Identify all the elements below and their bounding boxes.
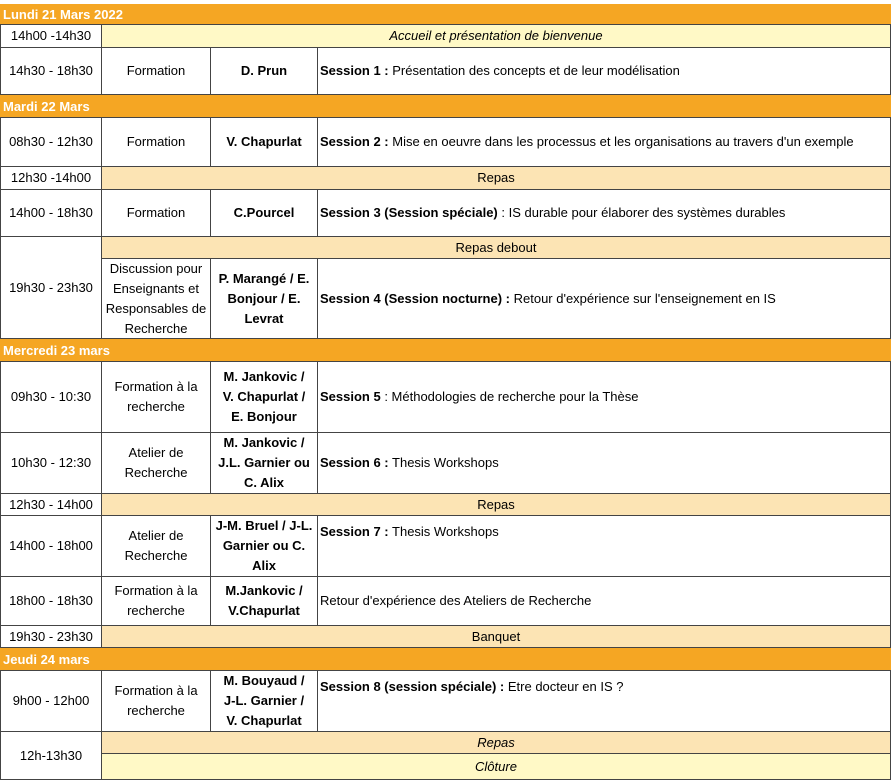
time-cell: 14h00 - 18h00 (0, 516, 102, 577)
time-cell: 08h30 - 12h30 (0, 118, 102, 167)
time-cell: 12h-13h30 (0, 732, 102, 780)
session-cell (318, 671, 891, 732)
session-desc: Thesis Workshops (388, 455, 499, 470)
time-cell: 14h00 -14h30 (0, 25, 102, 48)
speakers-cell: P. Marangé / E. Bonjour / E. Levrat (211, 259, 318, 339)
band-cell: Accueil et présentation de bienvenue (102, 25, 891, 48)
time-cell: 14h00 - 18h30 (0, 190, 102, 237)
day-header-tuesday: Mardi 22 Mars (0, 95, 891, 118)
session-desc: Retour d'expérience sur l'enseignement en IS (510, 290, 776, 306)
session-cell (318, 362, 891, 433)
band-cell: Repas debout (102, 237, 891, 259)
session-cell (318, 190, 891, 237)
type-cell: Formation à la recherche (102, 362, 211, 433)
session-label: Session 7 : (320, 524, 389, 539)
type-cell: Formation (102, 118, 211, 167)
session-desc: : IS durable pour élaborer des systèmes durables (497, 205, 786, 220)
session-cell (318, 433, 891, 494)
session-label: Session 8 (session spéciale) : (320, 679, 505, 694)
session-cell (318, 516, 891, 577)
type-cell: Formation à la recherche (102, 577, 211, 626)
speakers-cell: M.Jankovic / V.Chapurlat (211, 577, 318, 626)
speakers-cell: D. Prun (211, 48, 318, 95)
session-desc: Présentation des concepts et de leur modélisation (388, 63, 680, 78)
day-header-monday: Lundi 21 Mars 2022 (0, 4, 891, 25)
time-cell: 09h30 - 10:30 (0, 362, 102, 433)
time-cell: 10h30 - 12:30 (0, 433, 102, 494)
time-cell: 19h30 - 23h30 (0, 237, 102, 339)
speakers-cell: M. Jankovic / V. Chapurlat / E. Bonjour (211, 362, 318, 433)
session-label: Session 3 (Session spéciale) (320, 205, 498, 220)
session-label: Session 1 : (320, 63, 389, 78)
time-cell: 12h30 -14h00 (0, 167, 102, 190)
session-desc: Mise en oeuvre dans les processus et les organisations au travers d'un exemple (388, 134, 854, 149)
type-cell: Atelier de Recherche (102, 433, 211, 494)
session-label: Session 5 (320, 389, 381, 404)
band-cell: Repas (102, 167, 891, 190)
session-label: Session 4 (Session nocturne) : (320, 290, 510, 306)
band-cell: Repas (102, 732, 891, 754)
band-cell: Repas (102, 494, 891, 516)
session-cell: Retour d'expérience des Ateliers de Recherche (318, 577, 891, 626)
type-cell: Discussion pour Enseignants et Responsables de Recherche (102, 259, 211, 339)
session-cell (318, 259, 891, 339)
speakers-cell: M. Jankovic / J.L. Garnier ou C. Alix (211, 433, 318, 494)
time-cell: 12h30 - 14h00 (0, 494, 102, 516)
time-cell: 19h30 - 23h30 (0, 626, 102, 648)
day-header-wednesday: Mercredi 23 mars (0, 339, 891, 362)
time-cell: 14h30 - 18h30 (0, 48, 102, 95)
session-label: Session 6 : (320, 455, 389, 470)
session-desc: Thesis Workshops (388, 524, 499, 539)
type-cell: Atelier de Recherche (102, 516, 211, 577)
type-cell: Formation (102, 190, 211, 237)
speakers-cell: C.Pourcel (211, 190, 318, 237)
session-desc: : Méthodologies de recherche pour la Thèse (380, 389, 639, 404)
time-cell: 9h00 - 12h00 (0, 671, 102, 732)
session-cell (318, 48, 891, 95)
band-cell-closing: Clôture (102, 754, 891, 780)
band-cell: Banquet (102, 626, 891, 648)
type-cell: Formation à la recherche (102, 671, 211, 732)
type-cell: Formation (102, 48, 211, 95)
time-cell: 18h00 - 18h30 (0, 577, 102, 626)
session-cell (318, 118, 891, 167)
speakers-cell: V. Chapurlat (211, 118, 318, 167)
speakers-cell: J-M. Bruel / J-L. Garnier ou C. Alix (211, 516, 318, 577)
day-header-thursday: Jeudi 24 mars (0, 648, 891, 671)
session-label: Session 2 : (320, 134, 389, 149)
speakers-cell: M. Bouyaud / J-L. Garnier / V. Chapurlat (211, 671, 318, 732)
session-desc: Etre docteur en IS ? (504, 679, 624, 694)
